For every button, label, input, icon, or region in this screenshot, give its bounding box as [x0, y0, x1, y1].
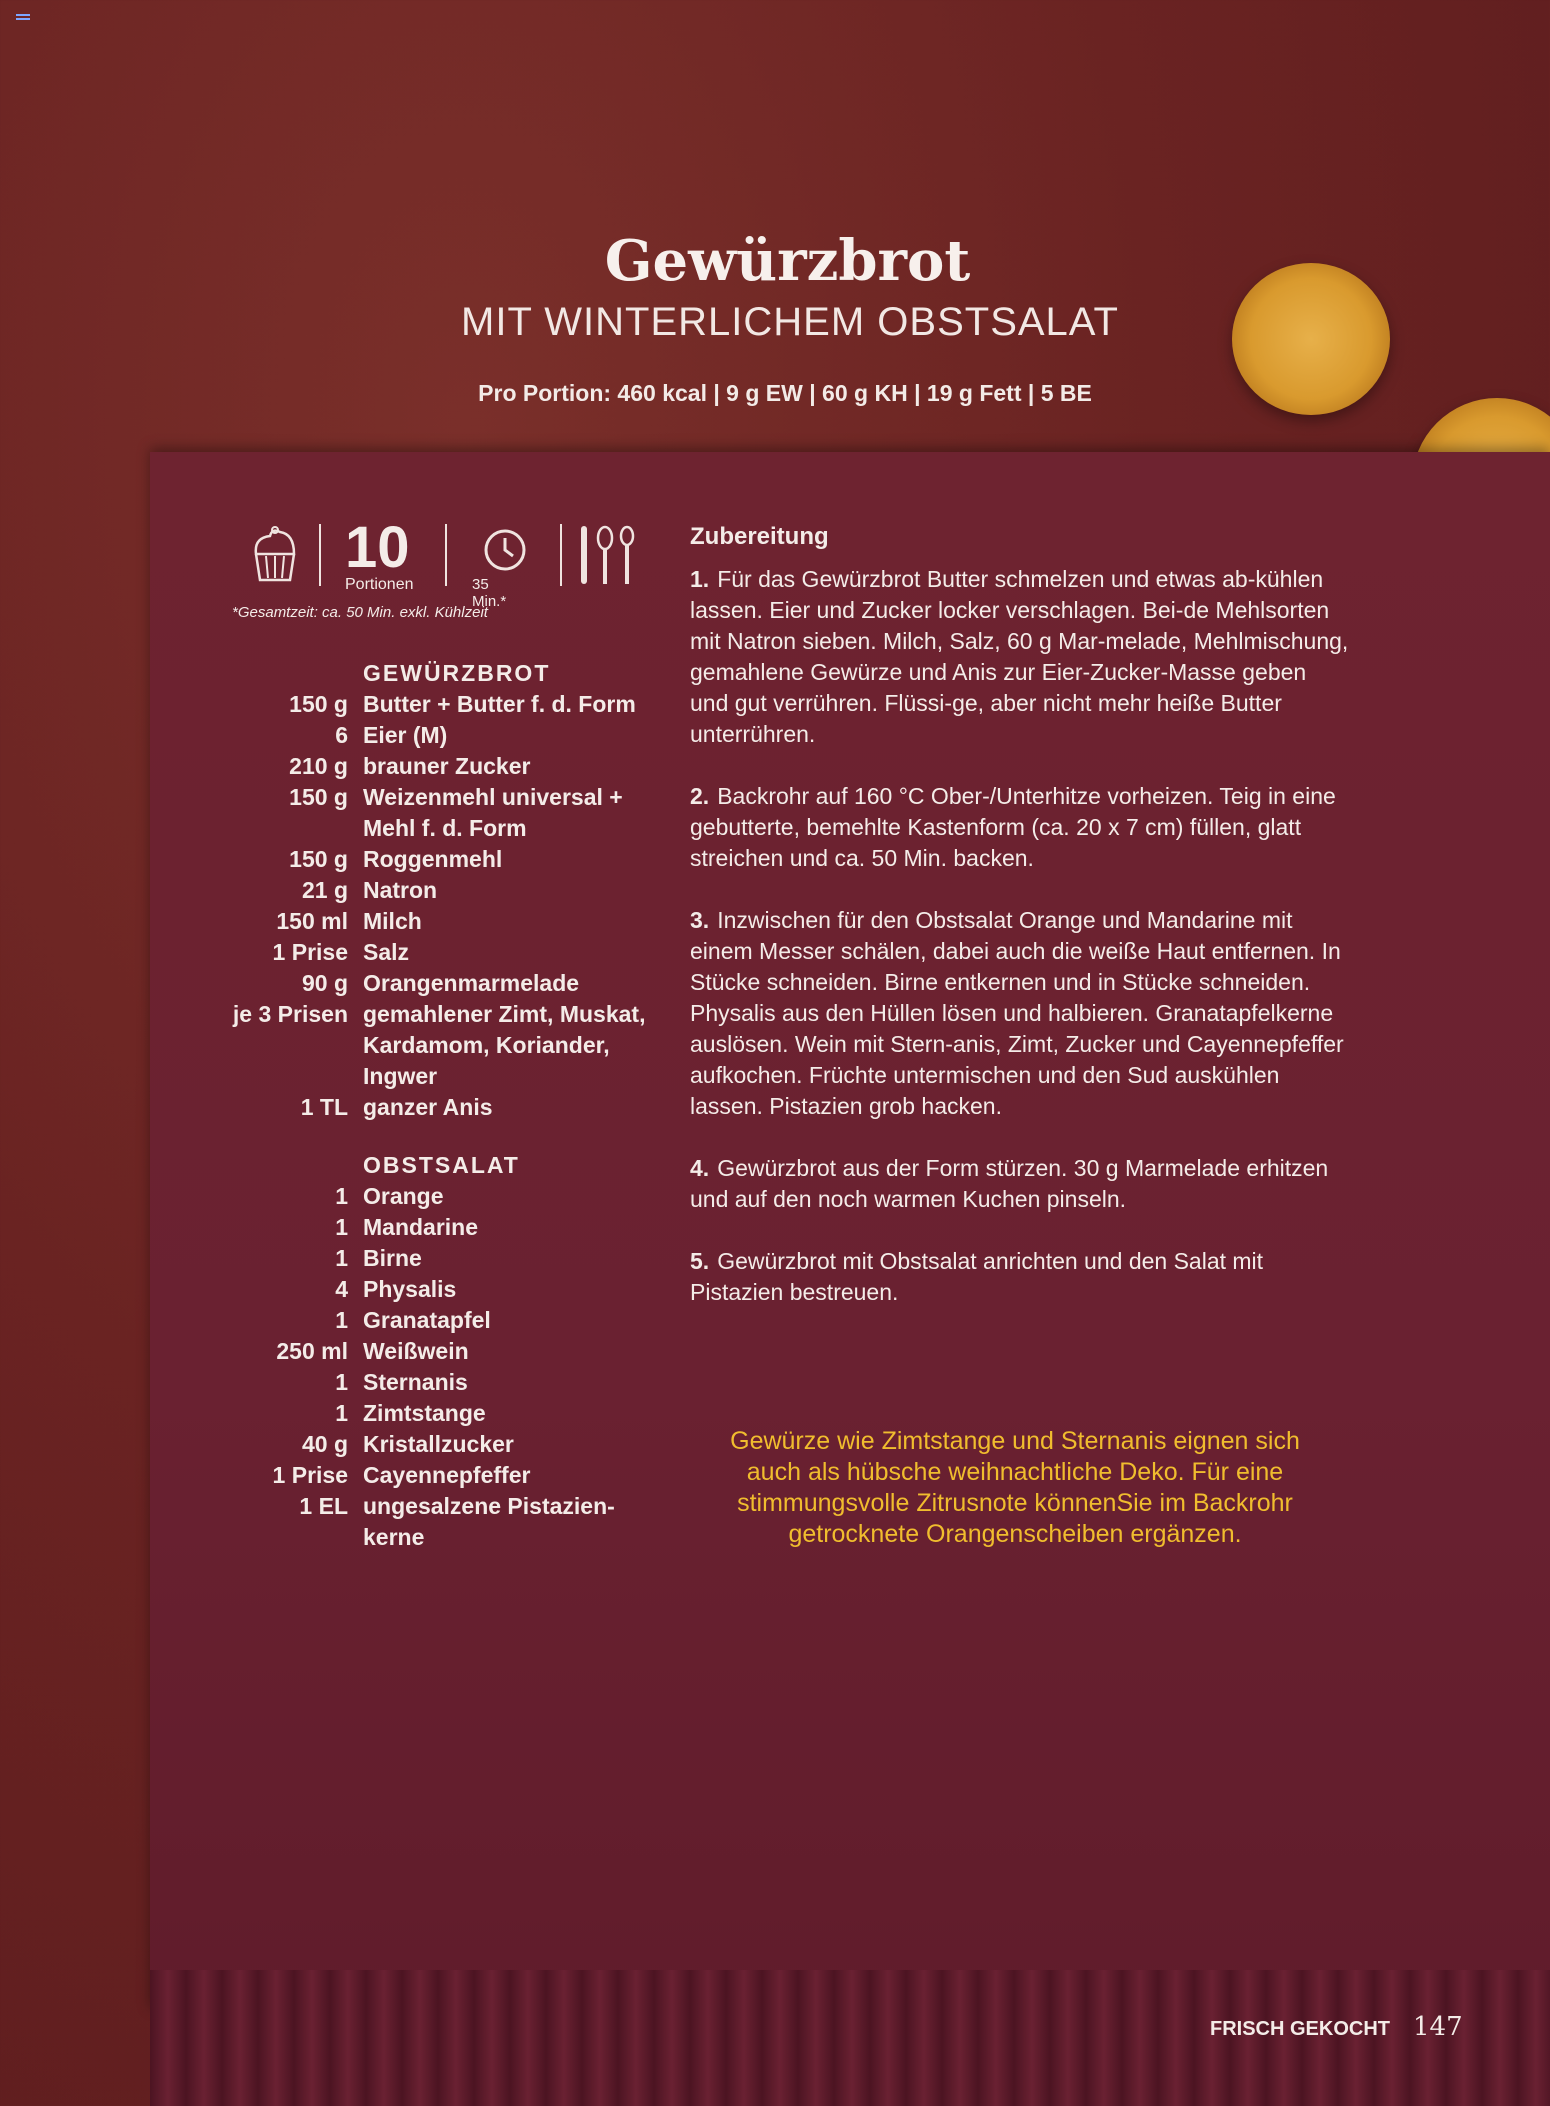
ingredient-quantity — [180, 1030, 363, 1061]
ingredients-bread — [180, 658, 660, 1123]
total-time-note: *Gesamtzeit: ca. 50 Min. exkl. Kühlzeit — [232, 604, 488, 621]
ingredient-row — [180, 937, 660, 968]
step-text: Für das Gewürzbrot Butter schmelzen und etwas ab-kühlen lassen. Eier und Zucker locker verschlagen. Bei-de Mehlsorten mit Natron sieben. Milch, Salz, 60 g Mar-melade, Mehlmischung, gemahlene Gewürze und Anis zur Eier-Zucker-Masse geben und gut verrühren. Flüssi-ge, aber nicht mehr heiße Butter unterrühren. — [690, 566, 1349, 747]
ingredient-quantity — [180, 1061, 363, 1092]
ingredient-row — [180, 875, 660, 906]
ingredient-quantity: 150 g — [289, 846, 348, 872]
ingredient-name: Kristallzucker — [363, 1431, 514, 1457]
step-number: 5. — [690, 1248, 710, 1274]
divider — [445, 524, 447, 586]
clock-icon — [483, 528, 527, 572]
ingredient-name: Mehl f. d. Form — [363, 815, 527, 841]
ingredient-name: brauner Zucker — [363, 753, 531, 779]
ingredient-name: Orange — [363, 1183, 444, 1209]
ingredient-name: Weißwein — [363, 1338, 469, 1364]
ingredient-row — [180, 1522, 660, 1553]
ingredient-row — [180, 844, 660, 875]
ingredient-name: Ingwer — [363, 1063, 438, 1089]
ingredient-quantity: 1 Prise — [272, 1462, 348, 1488]
step-text: Backrohr auf 160 °C Ober-/Unterhitze vorheizen. Teig in eine gebutterte, bemehlte Kastenform (ca. 20 x 7 cm) füllen, glatt streichen und ca. 50 Min. backen. — [690, 783, 1336, 871]
ingredient-row — [180, 1212, 660, 1243]
ingredient-name: Orangenmarmelade — [363, 970, 580, 996]
ingredient-quantity — [180, 1522, 363, 1553]
ingredient-name: Butter + Butter f. d. Form — [363, 691, 636, 717]
ingredient-name: Roggenmehl — [363, 846, 503, 872]
ingredient-name: Kardamom, Koriander, — [363, 1032, 610, 1058]
ingredient-name: Weizenmehl universal + — [363, 784, 623, 810]
preparation-heading: Zubereitung — [690, 523, 829, 550]
ingredient-row — [180, 906, 660, 937]
ingredient-row — [180, 1181, 660, 1212]
ingredient-quantity: 1 EL — [299, 1493, 348, 1519]
ingredient-name: Mandarine — [363, 1214, 479, 1240]
ingredient-row — [180, 782, 660, 813]
ingredient-quantity: 4 — [335, 1276, 348, 1302]
recipe-title: Gewürzbrot — [604, 228, 971, 294]
ingredient-name: ganzer Anis — [363, 1094, 493, 1120]
ingredient-name: Eier (M) — [363, 722, 448, 748]
footer-brand: FRISCH GEKOCHT — [1210, 2018, 1390, 2040]
ingredient-row — [180, 1336, 660, 1367]
page-number: 147 — [1413, 2012, 1463, 2042]
ingredient-quantity: 1 — [335, 1307, 348, 1333]
ingredient-row — [180, 1030, 660, 1061]
ingredient-name: Milch — [363, 908, 422, 934]
ingredient-row — [180, 1305, 660, 1336]
ingredient-row — [180, 751, 660, 782]
step-number: 2. — [690, 783, 710, 809]
ingredients-heading: GEWÜRZBROT — [363, 660, 551, 686]
ingredient-quantity: 210 g — [289, 753, 348, 779]
portions-label: Portionen — [345, 576, 414, 593]
ingredient-quantity: 1 — [335, 1400, 348, 1426]
portions-value: 10 — [345, 515, 410, 580]
prep-time-label: 35 Min.* — [472, 576, 507, 610]
recipe-subtitle: MIT WINTERLICHEM OBSTSALAT — [461, 300, 1119, 344]
ingredient-name: Physalis — [363, 1276, 457, 1302]
ingredient-quantity: 6 — [335, 722, 348, 748]
cupcake-icon — [250, 524, 300, 582]
ingredient-quantity: 1 — [335, 1245, 348, 1271]
ingredient-quantity: 21 g — [301, 877, 348, 903]
preparation-step — [690, 781, 1350, 874]
ingredient-name: Cayennepfeffer — [363, 1462, 531, 1488]
ingredient-row — [180, 720, 660, 751]
ingredient-quantity: 1 — [335, 1369, 348, 1395]
ingredient-quantity: je 3 Prisen — [232, 1001, 348, 1027]
ingredient-row — [180, 968, 660, 999]
step-number: 1. — [690, 566, 710, 592]
divider — [560, 524, 562, 586]
ingredient-name: Natron — [363, 877, 438, 903]
tip-text: Gewürze wie Zimtstange und Sternanis eignen sich auch als hübsche weihnachtliche Deko. Für eine stimmungsvolle Zitrusnote könnenSie im Backrohr getrocknete Orangenscheiben ergänzen. — [730, 1427, 1300, 1548]
preparation-section — [690, 521, 1350, 1339]
ingredient-row — [180, 1367, 660, 1398]
ingredient-quantity: 250 ml — [276, 1338, 348, 1364]
menu-icon[interactable] — [16, 14, 30, 24]
ingredient-quantity: 90 g — [301, 970, 348, 996]
ingredient-quantity: 40 g — [301, 1431, 348, 1457]
ingredient-name: ungesalzene Pistazien- — [363, 1493, 615, 1519]
preparation-step — [690, 564, 1350, 750]
step-text: Gewürzbrot mit Obstsalat anrichten und den Salat mit Pistazien bestreuen. — [690, 1248, 1264, 1305]
ingredient-name: Granatapfel — [363, 1307, 491, 1333]
ingredient-row — [180, 1398, 660, 1429]
ingredient-row — [180, 1243, 660, 1274]
step-text: Gewürzbrot aus der Form stürzen. 30 g Marmelade erhitzen und auf den noch warmen Kuchen pinseln. — [690, 1155, 1329, 1212]
ingredient-name: gemahlener Zimt, Muskat, — [363, 1001, 646, 1027]
ingredient-name: Sternanis — [363, 1369, 468, 1395]
ingredient-row — [180, 1491, 660, 1522]
ingredient-quantity: 150 g — [289, 784, 348, 810]
ingredient-row — [180, 1429, 660, 1460]
ingredient-quantity — [180, 813, 363, 844]
ingredient-row — [180, 1460, 660, 1491]
ingredients-heading: OBSTSALAT — [363, 1152, 520, 1178]
ingredient-name: kerne — [363, 1524, 425, 1550]
ingredient-quantity: 1 Prise — [272, 939, 348, 965]
ingredient-quantity: 150 ml — [276, 908, 348, 934]
ingredient-quantity: 150 g — [289, 691, 348, 717]
preparation-step — [690, 1153, 1350, 1215]
step-number: 4. — [690, 1155, 710, 1181]
step-number: 3. — [690, 907, 710, 933]
ingredient-name: Birne — [363, 1245, 422, 1271]
ingredient-row — [180, 813, 660, 844]
ingredient-row — [180, 999, 660, 1030]
ingredient-name: Zimtstange — [363, 1400, 486, 1426]
preparation-step — [690, 905, 1350, 1122]
divider — [319, 524, 321, 586]
cutlery-icon — [575, 524, 641, 586]
ingredients-salad — [180, 1150, 660, 1553]
ingredient-row — [180, 1274, 660, 1305]
ingredient-row — [180, 1092, 660, 1123]
step-text: Inzwischen für den Obstsalat Orange und Mandarine mit einem Messer schälen, dabei auch die weiße Haut entfernen. In Stücke schneiden. Birne entkernen und in Stücke schneiden. Physalis aus den Hüllen lösen und halbieren. Granatapfelkerne auslösen. Wein mit Stern-anis, Zimt, Zucker und Cayennepfeffer aufkochen. Früchte untermischen und den Sud auskühlen lassen. Pistazien grob hacken. — [690, 907, 1344, 1119]
ingredient-name: Salz — [363, 939, 410, 965]
preparation-step — [690, 1246, 1350, 1308]
ingredient-quantity: 1 — [335, 1183, 348, 1209]
ingredient-quantity: 1 — [335, 1214, 348, 1240]
ingredient-row — [180, 1061, 660, 1092]
ingredient-quantity: 1 TL — [300, 1094, 348, 1120]
nutrition-info: Pro Portion: 460 kcal | 9 g EW | 60 g KH | 19 g Fett | 5 BE — [478, 380, 1092, 406]
ingredient-row — [180, 689, 660, 720]
